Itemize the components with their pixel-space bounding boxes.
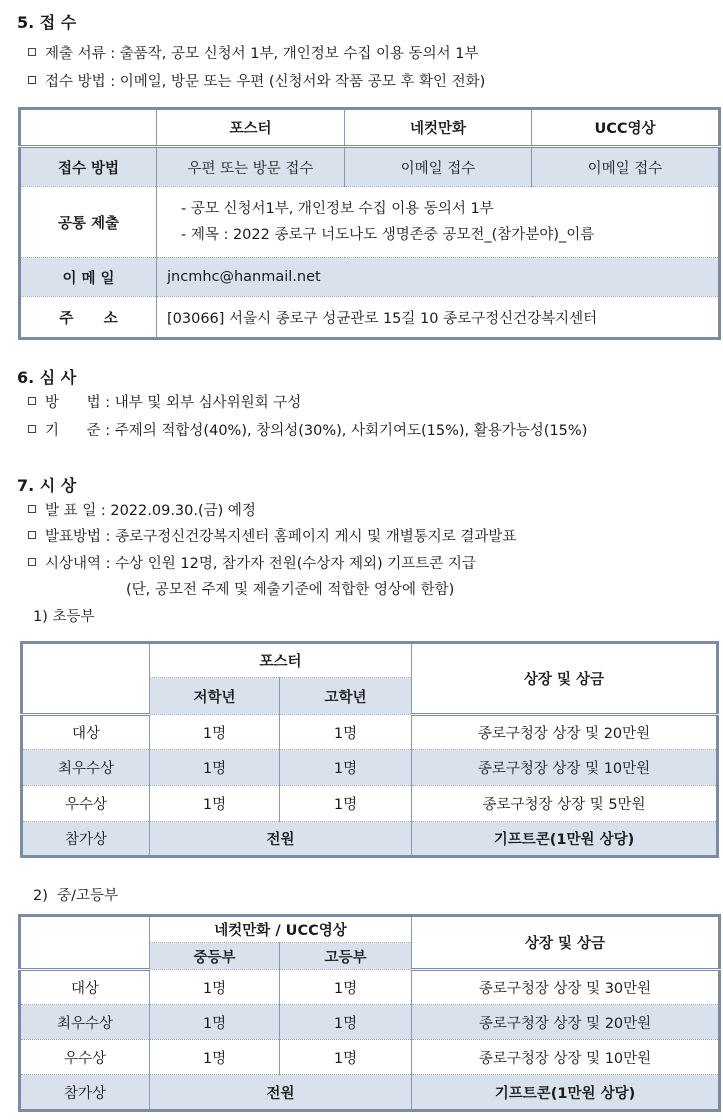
cell-count: 1명 bbox=[150, 1005, 280, 1040]
elementary-title: 1) 초등부 bbox=[33, 609, 95, 625]
cell-award: 대상 bbox=[22, 715, 150, 750]
cell-award: 우수상 bbox=[20, 1040, 150, 1075]
table-row bbox=[20, 187, 720, 258]
section-6-title: 6. 심 사 bbox=[17, 368, 77, 387]
cell-all: 전원 bbox=[150, 822, 412, 857]
submission-docs-line: 제출 서류 : 출품작, 공모 신청서 1부, 개인정보 수집 이용 동의서 1부 bbox=[28, 42, 478, 63]
item-label: 발표방법 bbox=[45, 529, 102, 545]
section-5-title: 5. 접 수 bbox=[17, 13, 77, 32]
secondary-award-table bbox=[18, 914, 721, 1112]
table-row bbox=[22, 750, 718, 786]
square-bullet-icon bbox=[28, 505, 36, 513]
cell-count: 1명 bbox=[150, 786, 280, 822]
submission-table bbox=[18, 107, 721, 340]
table-header-row bbox=[20, 916, 720, 943]
square-bullet-icon bbox=[28, 558, 36, 566]
row-label-method: 접수 방법 bbox=[20, 147, 157, 187]
item-value: 내부 및 외부 심사위원회 구성 bbox=[114, 395, 302, 411]
cell-award: 대상 bbox=[20, 970, 150, 1005]
item-label: 기 준 bbox=[45, 423, 101, 439]
item-label: 방 법 bbox=[45, 395, 101, 411]
row-label-address: 주 소 bbox=[20, 297, 157, 339]
table-row bbox=[20, 970, 720, 1005]
header-poster-group: 포스터 bbox=[150, 643, 412, 678]
square-bullet-icon bbox=[28, 76, 36, 84]
cell-prize: 기프트콘(1만원 상당) bbox=[412, 822, 718, 857]
header-ucc: UCC영상 bbox=[532, 109, 720, 147]
common-line-1: - 공모 신청서1부, 개인정보 수집 이용 동의서 1부 bbox=[181, 201, 494, 217]
cell-count: 1명 bbox=[150, 1040, 280, 1075]
square-bullet-icon bbox=[28, 48, 36, 56]
square-bullet-icon bbox=[28, 397, 36, 405]
cell-comic-method: 이메일 접수 bbox=[345, 147, 532, 187]
cell-prize: 종로구청장 상장 및 20만원 bbox=[412, 1005, 720, 1040]
header-empty bbox=[20, 916, 150, 970]
header-middle-school: 중등부 bbox=[150, 943, 280, 970]
announce-method-line: 발표방법 : 종로구정신건강복지센터 홈페이지 게시 및 개별통지로 결과발표 bbox=[28, 525, 516, 546]
common-line-2: - 제목 : 2022 종로구 너도나도 생명존중 공모전_(참가분야)_이름 bbox=[181, 227, 595, 243]
header-upper-grade: 고학년 bbox=[280, 678, 412, 715]
header-prize: 상장 및 상금 bbox=[412, 643, 718, 715]
cell-count: 1명 bbox=[280, 1005, 412, 1040]
table-row bbox=[20, 147, 720, 187]
table-row-participant bbox=[22, 822, 718, 857]
table-row bbox=[20, 1005, 720, 1040]
item-value: 수상 인원 12명, 참가자 전원(수상자 제외) 기프트콘 지급 bbox=[115, 556, 476, 572]
table-row bbox=[22, 715, 718, 750]
cell-award: 참가상 bbox=[22, 822, 150, 857]
cell-award: 최우수상 bbox=[20, 1005, 150, 1040]
cell-count: 1명 bbox=[280, 750, 412, 786]
cell-count: 1명 bbox=[280, 1040, 412, 1075]
award-details-line: 시상내역 : 수상 인원 12명, 참가자 전원(수상자 제외) 기프트콘 지급 bbox=[28, 552, 476, 573]
item-value: 종로구정신건강복지센터 홈페이지 게시 및 개별통지로 결과발표 bbox=[115, 529, 517, 545]
submission-method-line: 접수 방법 : 이메일, 방문 또는 우편 (신청서와 작품 공모 후 확인 전화) bbox=[28, 70, 485, 91]
announce-date-line: 발 표 일 : 2022.09.30.(금) 예정 bbox=[28, 499, 256, 520]
secondary-title: 2) 중/고등부 bbox=[33, 888, 119, 904]
item-value: 이메일, 방문 또는 우편 (신청서와 작품 공모 후 확인 전화) bbox=[119, 74, 486, 90]
row-label-email: 이 메 일 bbox=[20, 258, 157, 297]
cell-all: 전원 bbox=[150, 1075, 412, 1111]
elementary-award-table bbox=[20, 641, 719, 858]
table-header-row bbox=[22, 643, 718, 678]
header-prize: 상장 및 상금 bbox=[412, 916, 720, 970]
cell-address: [03066] 서울시 종로구 성균관로 15길 10 종로구정신건강복지센터 bbox=[157, 297, 720, 339]
cell-count: 1명 bbox=[280, 715, 412, 750]
table-row bbox=[20, 297, 720, 339]
cell-prize: 종로구청장 상장 및 10만원 bbox=[412, 750, 718, 786]
header-empty bbox=[22, 643, 150, 715]
table-row bbox=[22, 786, 718, 822]
table-row bbox=[20, 258, 720, 297]
header-comic: 네컷만화 bbox=[345, 109, 532, 147]
header-empty bbox=[20, 109, 157, 147]
cell-award: 참가상 bbox=[20, 1075, 150, 1111]
square-bullet-icon bbox=[28, 531, 36, 539]
cell-common-submission bbox=[157, 187, 720, 258]
cell-poster-method: 우편 또는 방문 접수 bbox=[157, 147, 345, 187]
row-label-common: 공통 제출 bbox=[20, 187, 157, 258]
cell-prize: 종로구청장 상장 및 20만원 bbox=[412, 715, 718, 750]
cell-award: 최우수상 bbox=[22, 750, 150, 786]
email-link[interactable]: jncmhc@hanmail.net bbox=[157, 258, 720, 297]
judging-criteria-line: 기 준 : 주제의 적합성(40%), 창의성(30%), 사회기여도(15%), 활용가능성(15%) bbox=[28, 419, 587, 440]
award-note: (단, 공모전 주제 및 제출기준에 적합한 영상에 한함) bbox=[126, 582, 455, 598]
header-poster: 포스터 bbox=[157, 109, 345, 147]
header-comic-ucc-group: 네컷만화 / UCC영상 bbox=[150, 916, 412, 943]
cell-prize: 종로구청장 상장 및 5만원 bbox=[412, 786, 718, 822]
item-value: 출품작, 공모 신청서 1부, 개인정보 수집 이용 동의서 1부 bbox=[119, 46, 479, 62]
cell-count: 1명 bbox=[280, 786, 412, 822]
header-high-school: 고등부 bbox=[280, 943, 412, 970]
item-value: 주제의 적합성(40%), 창의성(30%), 사회기여도(15%), 활용가능성(15%) bbox=[114, 423, 588, 439]
cell-count: 1명 bbox=[150, 750, 280, 786]
header-lower-grade: 저학년 bbox=[150, 678, 280, 715]
cell-award: 우수상 bbox=[22, 786, 150, 822]
cell-count: 1명 bbox=[280, 970, 412, 1005]
table-row-participant bbox=[20, 1075, 720, 1111]
square-bullet-icon bbox=[28, 425, 36, 433]
item-label: 접수 방법 bbox=[45, 74, 106, 90]
judging-method-line: 방 법 : 내부 및 외부 심사위원회 구성 bbox=[28, 391, 301, 412]
item-label: 발 표 일 bbox=[45, 503, 97, 519]
item-label: 제출 서류 bbox=[45, 46, 106, 62]
item-value: 2022.09.30.(금) 예정 bbox=[110, 503, 256, 519]
item-label: 시상내역 bbox=[45, 556, 102, 572]
table-header-row bbox=[20, 109, 720, 147]
section-7-title: 7. 시 상 bbox=[17, 476, 77, 495]
cell-prize: 기프트콘(1만원 상당) bbox=[412, 1075, 720, 1111]
cell-prize: 종로구청장 상장 및 10만원 bbox=[412, 1040, 720, 1075]
table-row bbox=[20, 1040, 720, 1075]
cell-count: 1명 bbox=[150, 715, 280, 750]
cell-ucc-method: 이메일 접수 bbox=[532, 147, 720, 187]
cell-count: 1명 bbox=[150, 970, 280, 1005]
cell-prize: 종로구청장 상장 및 30만원 bbox=[412, 970, 720, 1005]
